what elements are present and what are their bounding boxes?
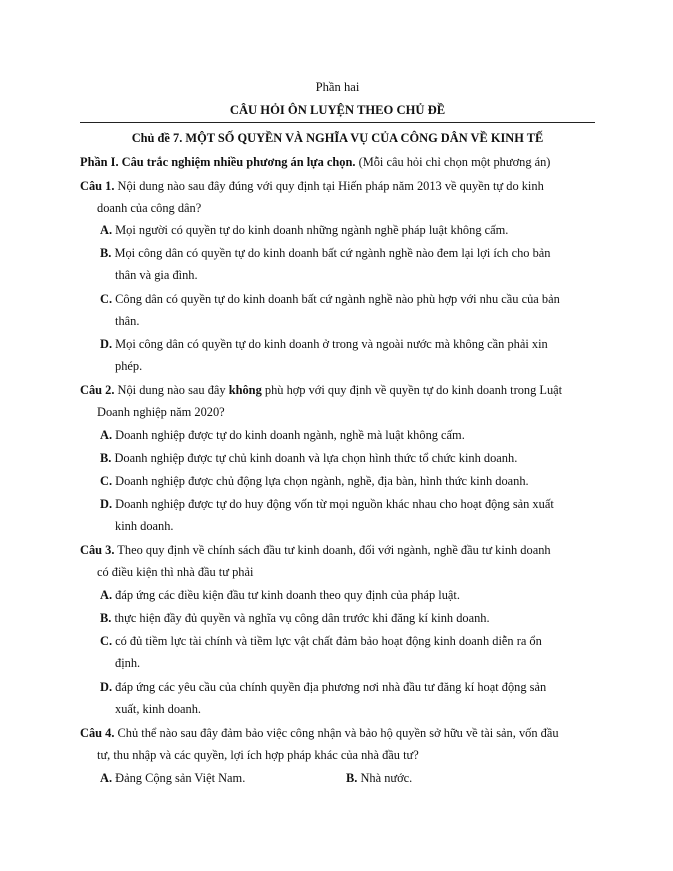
- option-letter: B.: [100, 246, 112, 260]
- question-1-option-d-line-2: phép.: [115, 359, 143, 373]
- question-4-stem-line-2: tư, thu nhập và các quyền, lợi ích hợp pháp khác của nhà đầu tư?: [97, 748, 419, 762]
- question-3-stem-line-2: có điều kiện thì nhà đầu tư phải: [97, 565, 254, 579]
- question-2-option-b[interactable]: B. Doanh nghiệp được tự chủ kinh doanh và lựa chọn hình thức tổ chức kinh doanh.: [100, 451, 518, 465]
- option-letter: C.: [100, 634, 113, 648]
- question-1-option-b[interactable]: B. Mọi công dân có quyền tự do kinh doanh bất cứ ngành nghề nào đem lại lợi ích cho bản: [100, 246, 551, 260]
- question-3-option-d[interactable]: D. đáp ứng các yêu cầu của chính quyền địa phương nơi nhà đầu tư đăng kí hoạt động sản: [100, 680, 547, 694]
- option-letter: A.: [100, 771, 113, 785]
- question-label: Câu 1.: [80, 179, 115, 193]
- question-3-option-d-line-2: xuất, kinh doanh.: [115, 702, 202, 716]
- question-3-option-a[interactable]: A. đáp ứng các điều kiện đầu tư kinh doanh theo quy định của pháp luật.: [100, 588, 460, 602]
- option-letter: C.: [100, 292, 113, 306]
- question-2-stem-line-2: Doanh nghiệp năm 2020?: [97, 405, 225, 419]
- option-letter: D.: [100, 497, 113, 511]
- question-1-option-d[interactable]: D. Mọi công dân có quyền tự do kinh doanh ở trong và ngoài nước mà không cần phải xin: [100, 337, 548, 351]
- question-2-option-c[interactable]: C. Doanh nghiệp được chủ động lựa chọn ngành, nghề, địa bàn, hình thức kinh doanh.: [100, 474, 529, 488]
- question-2-option-d-line-2: kinh doanh.: [115, 519, 174, 533]
- question-3-stem-line-1: Câu 3. Theo quy định về chính sách đầu tư kinh doanh, đối với ngành, nghề đầu tư kinh doanh: [80, 543, 551, 557]
- section-note: (Mỗi câu hỏi chỉ chọn một phương án): [355, 155, 551, 169]
- option-letter: B.: [100, 611, 112, 625]
- question-2-stem-line-1: Câu 2. Nội dung nào sau đây không phù hợp với quy định về quyền tự do kinh doanh trong Luật: [80, 383, 563, 397]
- option-letter: D.: [100, 337, 113, 351]
- section-heading: [80, 154, 550, 170]
- question-label: Câu 2.: [80, 383, 115, 397]
- question-2-option-d[interactable]: D. Doanh nghiệp được tự do huy động vốn từ mọi nguồn khác nhau cho hoạt động sản xuất: [100, 497, 554, 511]
- question-4-stem-line-1: Câu 4. Chủ thể nào sau đây đảm bảo việc công nhận và bảo hộ quyền sở hữu về tài sản, vốn đầu: [80, 726, 559, 740]
- part-label: Phần hai: [315, 80, 360, 94]
- question-3-option-b[interactable]: B. thực hiện đầy đủ quyền và nghĩa vụ công dân trước khi đăng kí kinh doanh.: [100, 611, 490, 625]
- option-letter: A.: [100, 428, 113, 442]
- question-3-option-c-line-2: định.: [115, 656, 141, 670]
- option-letter: C.: [100, 474, 113, 488]
- question-label: Câu 3.: [80, 543, 115, 557]
- question-3-option-c[interactable]: C. có đủ tiềm lực tài chính và tiềm lực vật chất đảm bảo hoạt động kinh doanh diễn ra ổn: [100, 634, 542, 648]
- option-letter: A.: [100, 588, 113, 602]
- question-1-stem-line-1: Câu 1. Nội dung nào sau đây đúng với quy định tại Hiến pháp năm 2013 về quyền tự do kinh: [80, 179, 544, 193]
- question-label: Câu 4.: [80, 726, 115, 740]
- topic-title: Chủ đề 7. MỘT SỐ QUYỀN VÀ NGHĨA VỤ CỦA CÔNG DÂN VỀ KINH TẾ: [131, 131, 544, 145]
- option-letter: A.: [100, 223, 113, 237]
- question-1-option-a[interactable]: A. Mọi người có quyền tự do kinh doanh những ngành nghề pháp luật không cấm.: [100, 223, 509, 237]
- question-1-option-c-line-2: thân.: [115, 314, 140, 328]
- emphasis-text: không: [228, 383, 262, 397]
- question-4-option-b[interactable]: B. Nhà nước.: [346, 771, 413, 785]
- option-letter: B.: [346, 771, 358, 785]
- title-divider: [80, 122, 595, 123]
- question-1-option-c[interactable]: C. Công dân có quyền tự do kinh doanh bất cứ ngành nghề nào phù hợp với nhu cầu của bản: [100, 292, 560, 306]
- question-2-option-a[interactable]: A. Doanh nghiệp được tự do kinh doanh ngành, nghề mà luật không cấm.: [100, 428, 465, 442]
- option-letter: D.: [100, 680, 113, 694]
- question-1-option-b-line-2: thân và gia đình.: [115, 268, 198, 282]
- option-letter: B.: [100, 451, 112, 465]
- section-title: Phần I. Câu trắc nghiệm nhiều phương án lựa chọn.: [80, 155, 356, 169]
- question-1-stem-line-2: doanh của công dân?: [97, 201, 202, 215]
- question-4-option-a[interactable]: A. Đảng Cộng sản Việt Nam.: [100, 771, 246, 785]
- main-title: CÂU HỎI ÔN LUYỆN THEO CHỦ ĐỀ: [229, 103, 446, 117]
